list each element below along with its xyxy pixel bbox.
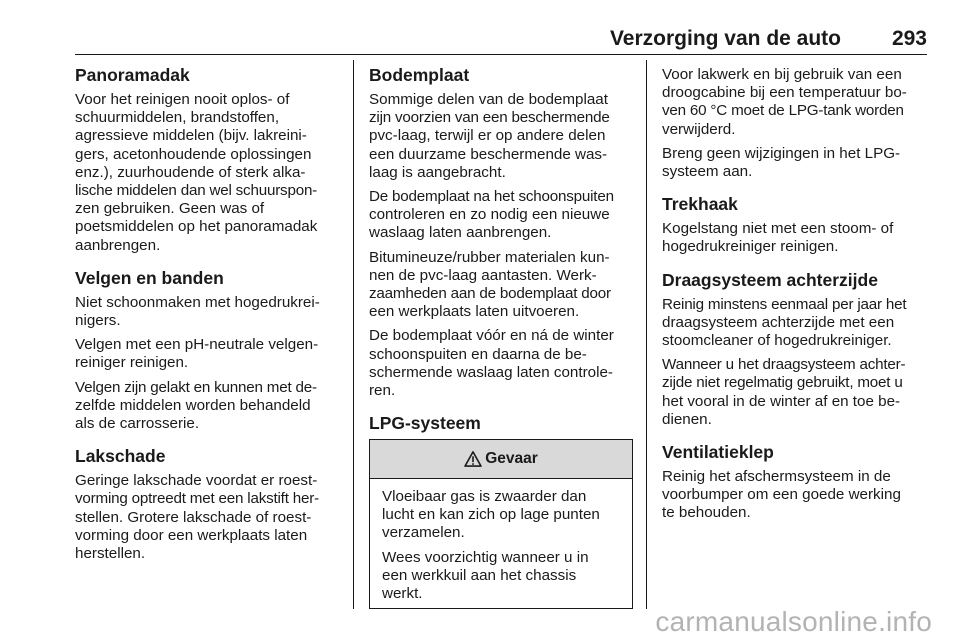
text-line: systeem aan. (662, 163, 753, 181)
text-line: Wanneer u het draagsysteem achter- (662, 356, 906, 374)
text-line: Voor lakwerk en bij gebruik van een (662, 66, 902, 83)
page-number: 293 (891, 27, 927, 50)
header-rule (75, 54, 927, 55)
text-line: een werkplaats laten uitvoeren. (369, 303, 580, 321)
text-line: verwijderd. (662, 120, 736, 138)
text-line: stoomcleaner of hogedrukreiniger. (662, 332, 892, 350)
text-line: Vloeibaar gas is zwaarder dan (382, 488, 587, 505)
text-line: Geringe lakschade voordat er roest- (75, 472, 318, 490)
text-line: stellen. Grotere lakschade of roest- (75, 508, 312, 526)
text-line: hogedrukreiniger reinigen. (662, 238, 839, 256)
paragraph (662, 356, 932, 429)
paragraph (369, 91, 633, 182)
text-line: dienen. (662, 410, 712, 428)
paragraph (662, 66, 932, 139)
text-line: ven 60 °C moet de LPG-tank worden (662, 102, 904, 120)
column-3 (662, 60, 932, 529)
text-line: draagsysteem achterzijde met een (662, 313, 895, 331)
text-line: te behouden. (662, 504, 751, 522)
paragraph (662, 468, 932, 523)
text-line: het vooral in de winter af en toe be- (662, 392, 901, 410)
text-line: droogcabine bij een temperatuur bo- (662, 84, 907, 102)
text-line: schoonspuiten en daarna de be- (369, 345, 587, 363)
text-line: zijn voorzien van een beschermende (369, 109, 610, 127)
section-heading-panoramadak: Panoramadak (75, 65, 190, 85)
column-1 (75, 60, 347, 569)
text-line: schermende waslaag laten controle- (369, 363, 613, 381)
section-heading-lakschade: Lakschade (75, 446, 166, 467)
paragraph (369, 188, 633, 243)
section-heading-ventilatieklep: Ventilatieklep (662, 442, 774, 463)
text-line: De bodemplaat vóór en ná de winter (369, 327, 614, 345)
text-line: verzamelen. (382, 524, 465, 542)
text-line: Bitumineuze/rubber materialen kun- (369, 248, 610, 266)
chapter-title: Verzorging van de auto (609, 27, 841, 50)
text-line: Reinig minstens eenmaal per jaar het (662, 295, 907, 313)
text-line: Sommige delen van de bodemplaat (369, 91, 608, 108)
warning-title: Gevaar (485, 450, 538, 467)
text-line: vorming door een werkplaats laten (75, 526, 308, 544)
text-line: Velgen met een pH-neutrale velgen- (75, 336, 319, 354)
text-line: Niet schoonmaken met hogedrukrei- (75, 293, 320, 311)
page-header (75, 27, 927, 55)
paragraph (382, 488, 622, 543)
text-line: Wees voorzichtig wanneer u in (382, 548, 589, 566)
text-line: zelfde middelen worden behandeld (75, 396, 311, 414)
text-line: reiniger reinigen. (75, 354, 189, 372)
section-heading-velgen: Velgen en banden (75, 267, 224, 288)
section-heading-trekhaak: Trekhaak (662, 194, 738, 215)
text-line: werkt. (382, 585, 423, 603)
text-line: agressieve middelen (bijv. lakreini- (75, 127, 307, 145)
text-line: laag is aangebracht. (369, 163, 506, 181)
section-heading-bodemplaat: Bodemplaat (369, 65, 470, 85)
warning-header (370, 440, 632, 479)
paragraph (75, 472, 347, 563)
warning-triangle-icon (464, 451, 482, 467)
text-line: als de carrosserie. (75, 415, 200, 433)
section-heading-lpg: LPG-systeem (369, 413, 481, 434)
paragraph (369, 327, 633, 400)
section-heading-draagsysteem: Draagsysteem achterzijde (662, 269, 878, 290)
paragraph (382, 549, 622, 604)
text-line: een werkkuil aan het chassis (382, 566, 577, 584)
text-line: gers, acetonhoudende oplossingen (75, 145, 312, 163)
text-line: zaamheden aan de bodemplaat door (369, 285, 611, 303)
text-line: poetsmiddelen op het panoramadak (75, 218, 318, 236)
paragraph (662, 296, 932, 351)
text-line: voorbumper om een goede werking (662, 486, 901, 504)
watermark-text: carmanualsonline.info (655, 606, 932, 637)
text-line: controleren en zo nodig een nieuwe (369, 206, 610, 224)
text-line: nen de pvc-laag aantasten. Werk- (369, 266, 597, 284)
paragraph (662, 145, 932, 181)
text-line: ren. (369, 382, 396, 400)
text-line: waslaag laten aanbrengen. (369, 224, 552, 242)
text-line: De bodemplaat na het schoonspuiten (369, 188, 614, 206)
text-line: een duurzame beschermende was- (369, 145, 608, 163)
text-line: aanbrengen. (75, 236, 161, 254)
paragraph (75, 91, 347, 255)
text-line: pvc-laag, terwijl er op andere delen (369, 127, 606, 145)
column-divider (646, 60, 647, 609)
warning-body (370, 479, 632, 603)
text-line: lische middelen dan wel schuurspon- (75, 182, 318, 200)
column-divider (353, 60, 354, 609)
text-line: enz.), zuurhoudende of sterk alka- (75, 163, 306, 181)
paragraph (369, 249, 633, 322)
text-line: Reinig het afschermsysteem in de (662, 468, 891, 486)
text-line: Voor het reinigen nooit oplos- of (75, 91, 290, 108)
text-line: vorming optreedt met een lakstift her- (75, 490, 319, 508)
text-line: Kogelstang niet met een stoom- of (662, 220, 894, 238)
column-2 (369, 60, 633, 439)
text-line: zen gebruiken. Geen was of (75, 200, 265, 218)
warning-box (369, 439, 633, 609)
paragraph (75, 294, 347, 330)
text-line: zijde niet regelmatig gebruikt, moet u (662, 374, 903, 392)
text-line: schuurmiddelen, brandstoffen, (75, 109, 280, 127)
text-line: herstellen. (75, 545, 146, 563)
text-line: Breng geen wijzigingen in het LPG- (662, 144, 901, 162)
text-line: nigers. (75, 312, 121, 330)
paragraph (662, 220, 932, 256)
text-line: lucht en kan zich op lage punten (382, 506, 600, 524)
text-line: Velgen zijn gelakt en kunnen met de- (75, 378, 317, 396)
paragraph (75, 336, 347, 372)
paragraph (75, 379, 347, 434)
